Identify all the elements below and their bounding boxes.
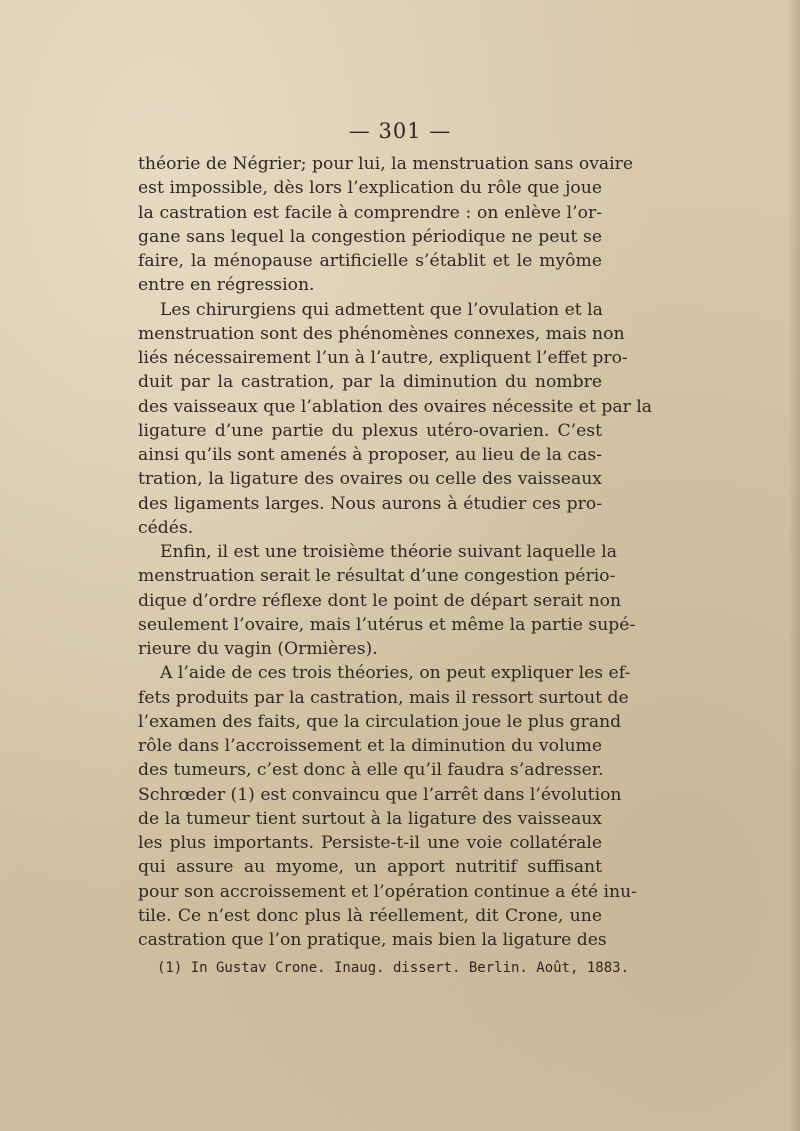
text-line: des vaisseaux que l’ablation des ovaires nécessite et par la — [138, 396, 653, 417]
text-line: ainsi qu’ils sont amenés à proposer, au lieu de la cas- — [138, 445, 602, 465]
text-line: liés nécessairement l’un à l’autre, expliquent l’effet pro- — [138, 348, 628, 368]
text-line: menstruation serait le résultat d’une congestion pério- — [138, 566, 616, 587]
text-line: est impossible, dès lors l’explication du rôle que joue — [138, 178, 602, 199]
text-line: la castration est facile à comprendre : on enlève l’or- — [138, 202, 602, 223]
text-line: gane sans lequel la congestion périodique ne peut se — [138, 226, 602, 247]
text-line: les plus importants. Persiste-t-il une voie collatérale — [138, 833, 602, 853]
text-line: dique d’ordre réflexe dont le point de départ serait non — [138, 590, 622, 611]
text-line: Enfin, il est une troisième théorie suivant laquelle la — [160, 542, 618, 562]
text-line: A l’aide de ces trois théories, on peut expliquer les ef- — [160, 663, 631, 684]
text-line: fets produits par la castration, mais il ressort surtout de — [138, 687, 629, 708]
text-line: entre en régression. — [138, 275, 315, 296]
page-edge-shadow — [788, 0, 800, 1131]
text-line: tile. Ce n’est donc plus là réellement, dit Crone, une — [138, 905, 602, 926]
footnote: (1) In Gustav Crone. Inaug. dissert. Berlin. Août, 1883. — [157, 960, 630, 976]
text-line: pour son accroissement et l’opération continue a été inu- — [138, 881, 637, 902]
text-line: des tumeurs, c’est donc à elle qu’il faudra s’adresser. — [138, 760, 604, 781]
text-line: duit par la castration, par la diminution du nombre — [138, 372, 602, 393]
text-line: rieure du vagin (Ormières). — [138, 639, 378, 659]
text-line: ligature d’une partie du plexus utéro-ovarien. C’est — [138, 420, 602, 441]
text-line: des ligaments larges. Nous aurons à étudier ces pro- — [138, 493, 602, 514]
text-line: théorie de Négrier; pour lui, la menstruation sans ovaire — [138, 154, 634, 174]
text-line: tration, la ligature des ovaires ou celle des vaisseaux — [138, 469, 602, 490]
text-line: seulement l’ovaire, mais l’utérus et même la partie supé- — [138, 614, 636, 635]
text-line: qui assure au myome, un apport nutritif suffisant — [138, 857, 602, 878]
text-line: Schrœder (1) est convaincu que l’arrêt dans l’évolution — [138, 784, 622, 805]
text-line: de la tumeur tient surtout à la ligature des vaisseaux — [138, 808, 602, 829]
text-line: faire, la ménopause artificielle s’établit et le myôme — [138, 251, 602, 271]
page-number: — 301 — — [348, 119, 452, 143]
text-line: l’examen des faits, que la circulation joue le plus grand — [138, 711, 622, 732]
text-line: castration que l’on pratique, mais bien la ligature des — [138, 930, 607, 950]
text-line: rôle dans l’accroissement et la diminution du volume — [138, 736, 602, 756]
body-text — [138, 152, 653, 952]
text-line: menstruation sont des phénomènes connexes, mais non — [138, 323, 625, 344]
text-line: cédés. — [138, 517, 194, 538]
text-line: Les chirurgiens qui admettent que l’ovulation et la — [160, 299, 603, 320]
